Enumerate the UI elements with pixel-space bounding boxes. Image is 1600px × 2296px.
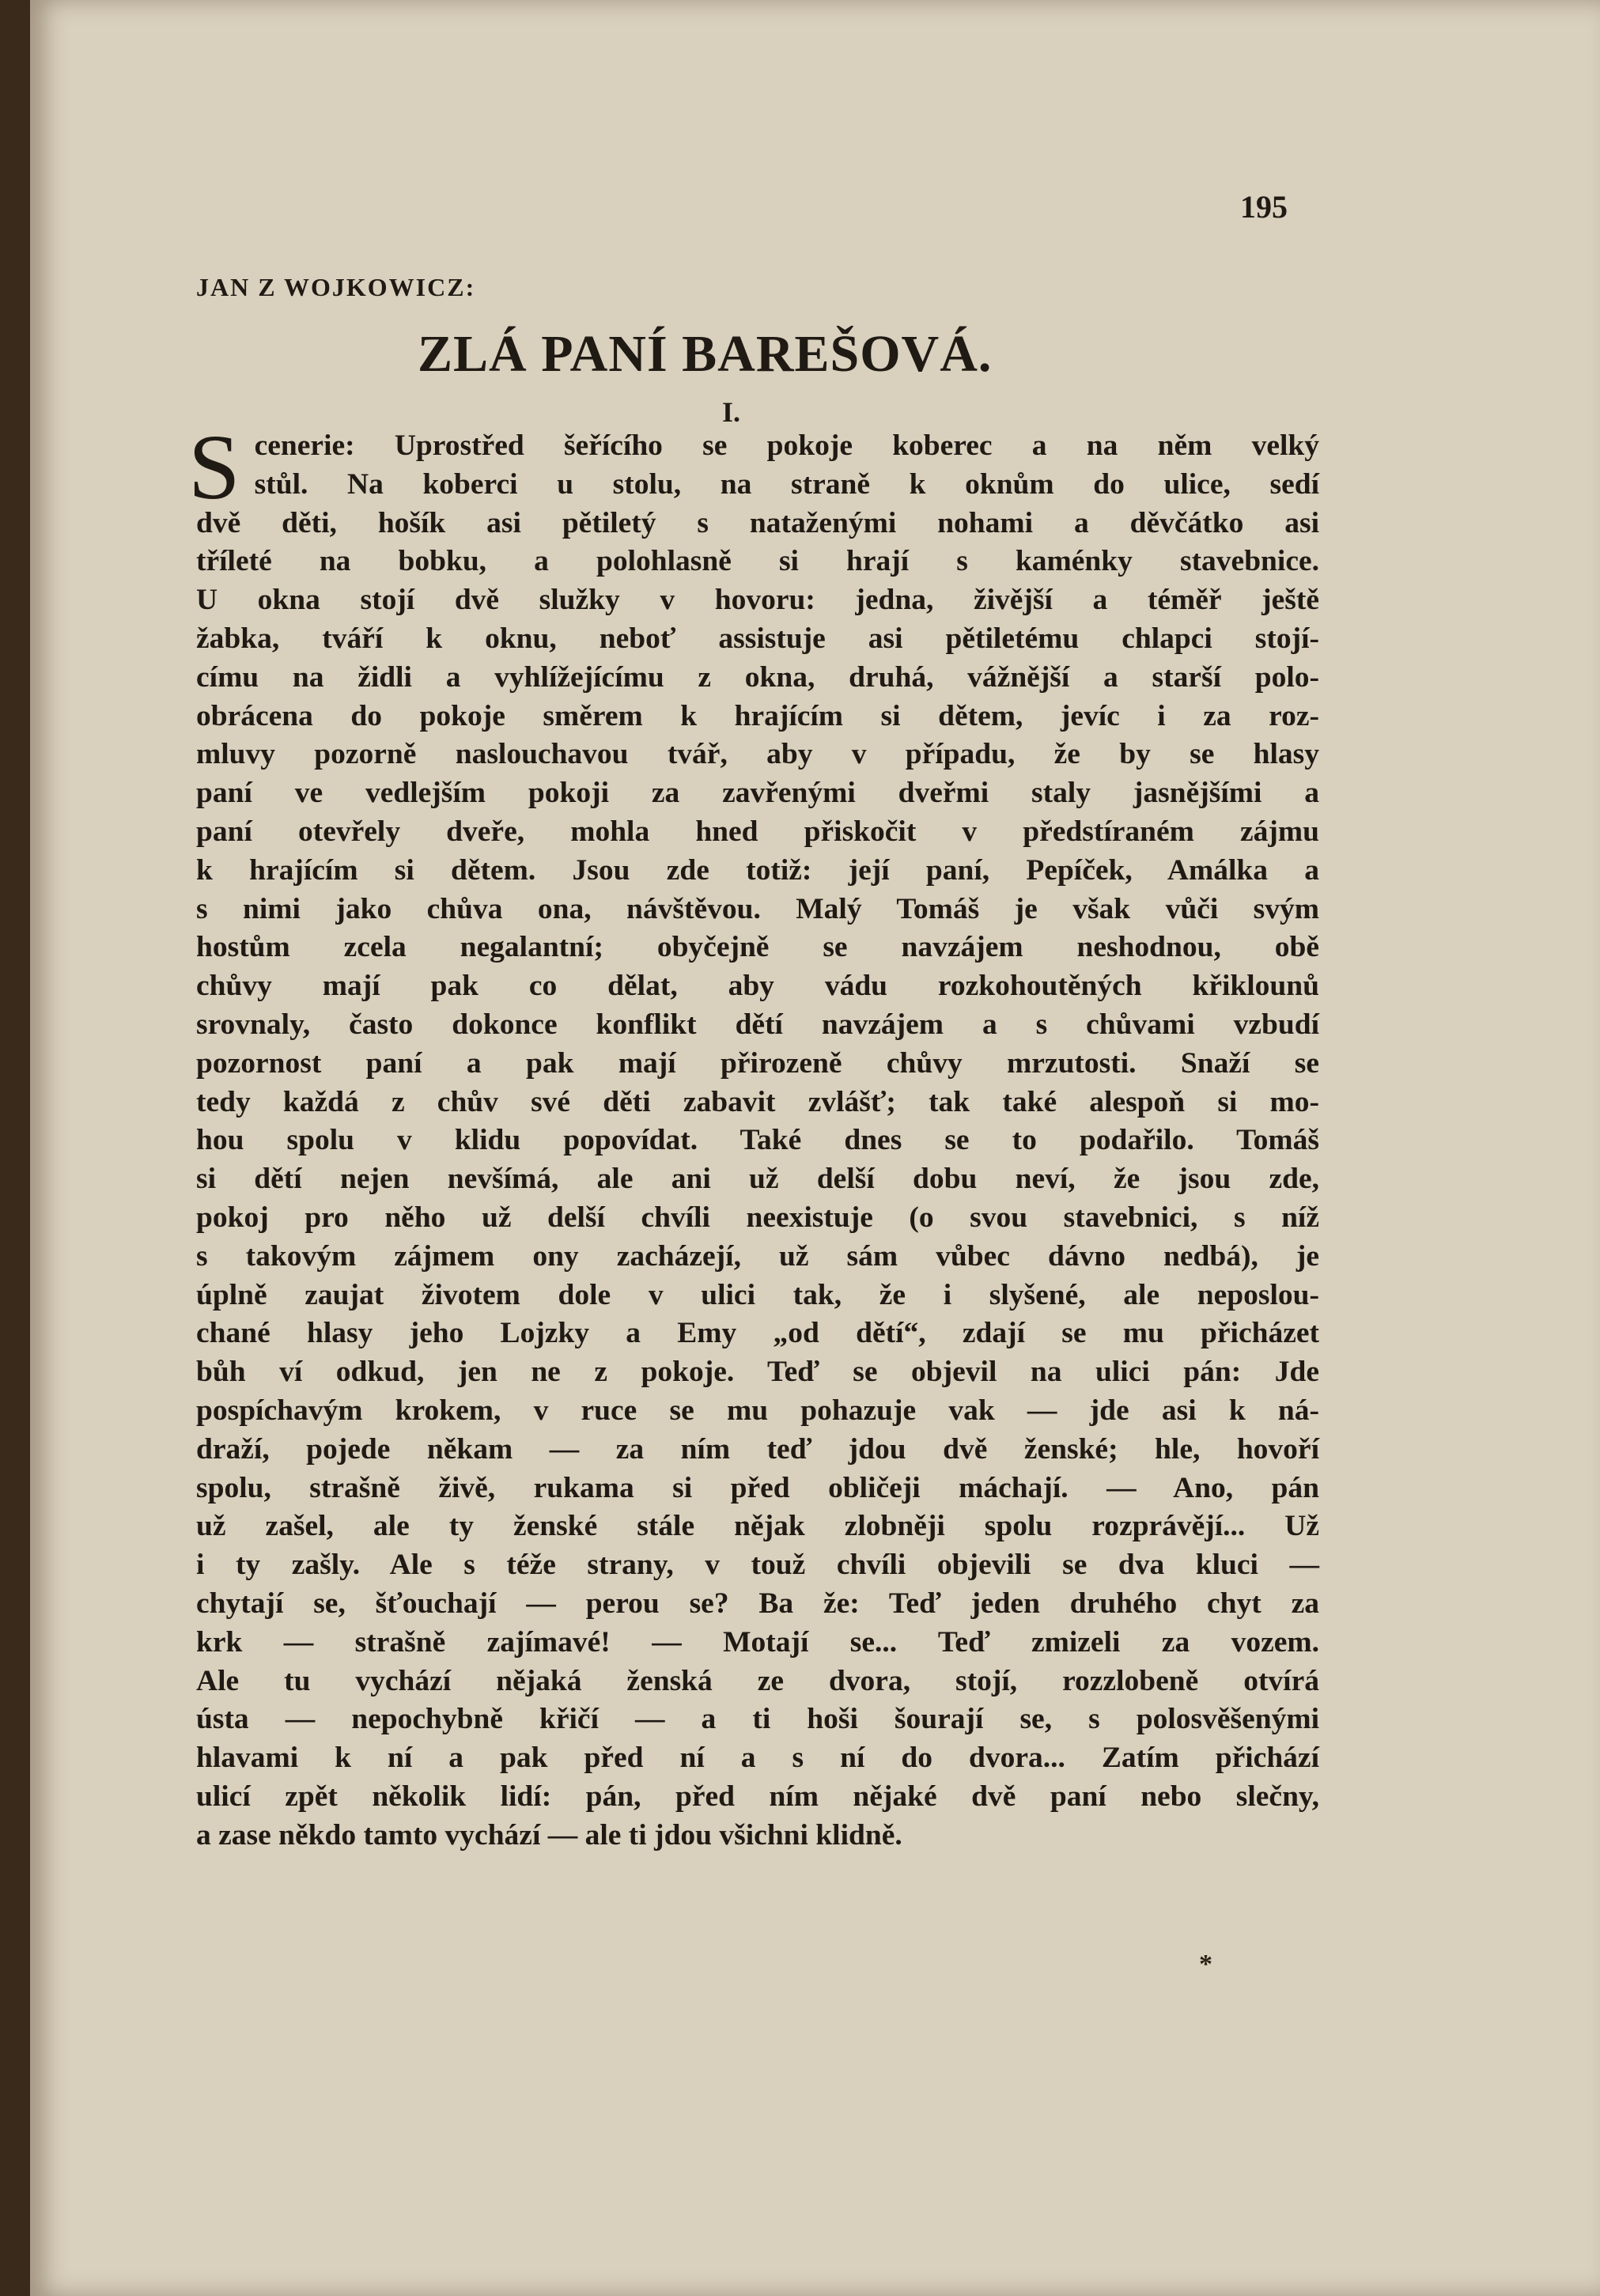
text-line: hou spolu v klidu popovídat. Také dnes se to podařilo. Tomáš <box>196 1124 1319 1157</box>
text-line: už zašel, ale ty ženské stále nějak zlobněji spolu rozprávějí... Už <box>196 1510 1319 1543</box>
text-line: s takovým zájmem ony zacházejí, už sám vůbec dávno nedbá), je <box>196 1239 1319 1273</box>
text-line: si dětí nejen nevšímá, ale ani už delší dobu neví, že jsou zde, <box>196 1163 1319 1196</box>
text-line: pokoj pro něho už delší chvíli neexistuje (o svou stavebnici, s níž <box>196 1201 1319 1234</box>
text-line: i ty zašly. Ale s téže strany, v touž chvíli objevili se dva kluci — <box>196 1549 1319 1582</box>
text-line: chůvy mají pak co dělat, aby vádu rozkohoutěných křiklounů <box>196 970 1319 1003</box>
text-line: bůh ví odkud, jen ne z pokoje. Teď se objevil na ulici pán: Jde <box>196 1356 1319 1389</box>
section-number: I. <box>722 396 741 428</box>
text-line: a zase někdo tamto vychází — ale ti jdou všichni klidně. <box>196 1818 902 1852</box>
text-line: pozornost paní a pak mají přirozeně chůvy mrzutosti. Snaží se <box>196 1046 1319 1080</box>
author-heading: JAN Z WOJKOWICZ: <box>196 273 476 301</box>
text-line: stůl. Na koberci u stolu, na straně k oknům do ulice, sedí <box>254 467 1319 501</box>
story-title: ZLÁ PANÍ BAREŠOVÁ. <box>418 325 993 383</box>
text-line: ulicí zpět několik lidí: pán, před ním nějaké dvě paní nebo slečny, <box>196 1780 1319 1813</box>
section-ornament: * <box>1199 1950 1212 1979</box>
text-line: žabka, tváří k oknu, neboť assistuje asi pětiletému chlapci stojí- <box>196 622 1319 655</box>
text-line: paní ve vedlejším pokoji za zavřenými dveřmi staly jasnějšími a <box>196 777 1319 810</box>
text-line: címu na židli a vyhlížejícímu z okna, druhá, vážnější a starší polo- <box>196 660 1319 694</box>
text-line: Ale tu vychází nějaká ženská ze dvora, stojí, rozzlobeně otvírá <box>196 1664 1319 1697</box>
text-line: dvě děti, hošík asi pětiletý s nataženými nohami a děvčátko asi <box>196 506 1319 539</box>
text-line: úplně zaujat životem dole v ulici tak, že i slyšené, ale neposlou- <box>196 1278 1319 1311</box>
text-line: krk — strašně zajímavé! — Motají se... Teď zmizeli za vozem. <box>196 1625 1319 1659</box>
text-line: pospíchavým krokem, v ruce se mu pohazuje vak — jde asi k ná- <box>196 1394 1319 1427</box>
text-line: mluvy pozorně naslouchavou tvář, aby v případu, že by se hlasy <box>196 738 1319 771</box>
text-line: spolu, strašně živě, rukama si před obličeji máchají. — Ano, pán <box>196 1471 1319 1504</box>
text-line: srovnaly, často dokonce konflikt dětí navzájem a s chůvami vzbudí <box>196 1008 1319 1041</box>
body-text <box>188 415 1319 1855</box>
page-number: 195 <box>1240 189 1288 225</box>
text-line: chané hlasy jeho Lojzky a Emy „od dětí“, zdají se mu přicházet <box>196 1317 1319 1350</box>
text-line: chytají se, šťouchají — perou se? Ba že: Teď jeden druhého chyt za <box>196 1587 1319 1620</box>
text-line: draží, pojede někam — za ním teď jdou dvě ženské; hle, hovoří <box>196 1432 1319 1466</box>
text-line: ústa — nepochybně křičí — a ti hoši šourají se, s polosvěšenými <box>196 1703 1319 1736</box>
text-line: hostům zcela negalantní; obyčejně se navzájem neshodnou, obě <box>196 931 1319 964</box>
text-line: tříleté na bobku, a polohlasně si hrají s kaménky stavebnice. <box>196 545 1319 578</box>
drop-cap: S <box>188 415 240 519</box>
text-line: s nimi jako chůva ona, návštěvou. Malý Tomáš je však vůči svým <box>196 892 1319 925</box>
text-line: hlavami k ní a pak před ní a s ní do dvora... Zatím přichází <box>196 1742 1319 1775</box>
text-line: U okna stojí dvě služky v hovoru: jedna, živější a téměř ještě <box>196 584 1319 617</box>
text-line: cenerie: Uprostřed šeřícího se pokoje koberec a na něm velký <box>254 429 1319 462</box>
book-page <box>30 0 1600 2296</box>
text-line: obrácena do pokoje směrem k hrajícím si dětem, jevíc i za roz- <box>196 699 1319 732</box>
text-line: k hrajícím si dětem. Jsou zde totiž: její paní, Pepíček, Amálka a <box>196 853 1319 887</box>
text-line: tedy každá z chův své děti zabavit zvlášť; tak také alespoň si mo- <box>196 1085 1319 1118</box>
text-line: paní otevřely dveře, mohla hned přiskočit v předstíraném zájmu <box>196 815 1319 848</box>
